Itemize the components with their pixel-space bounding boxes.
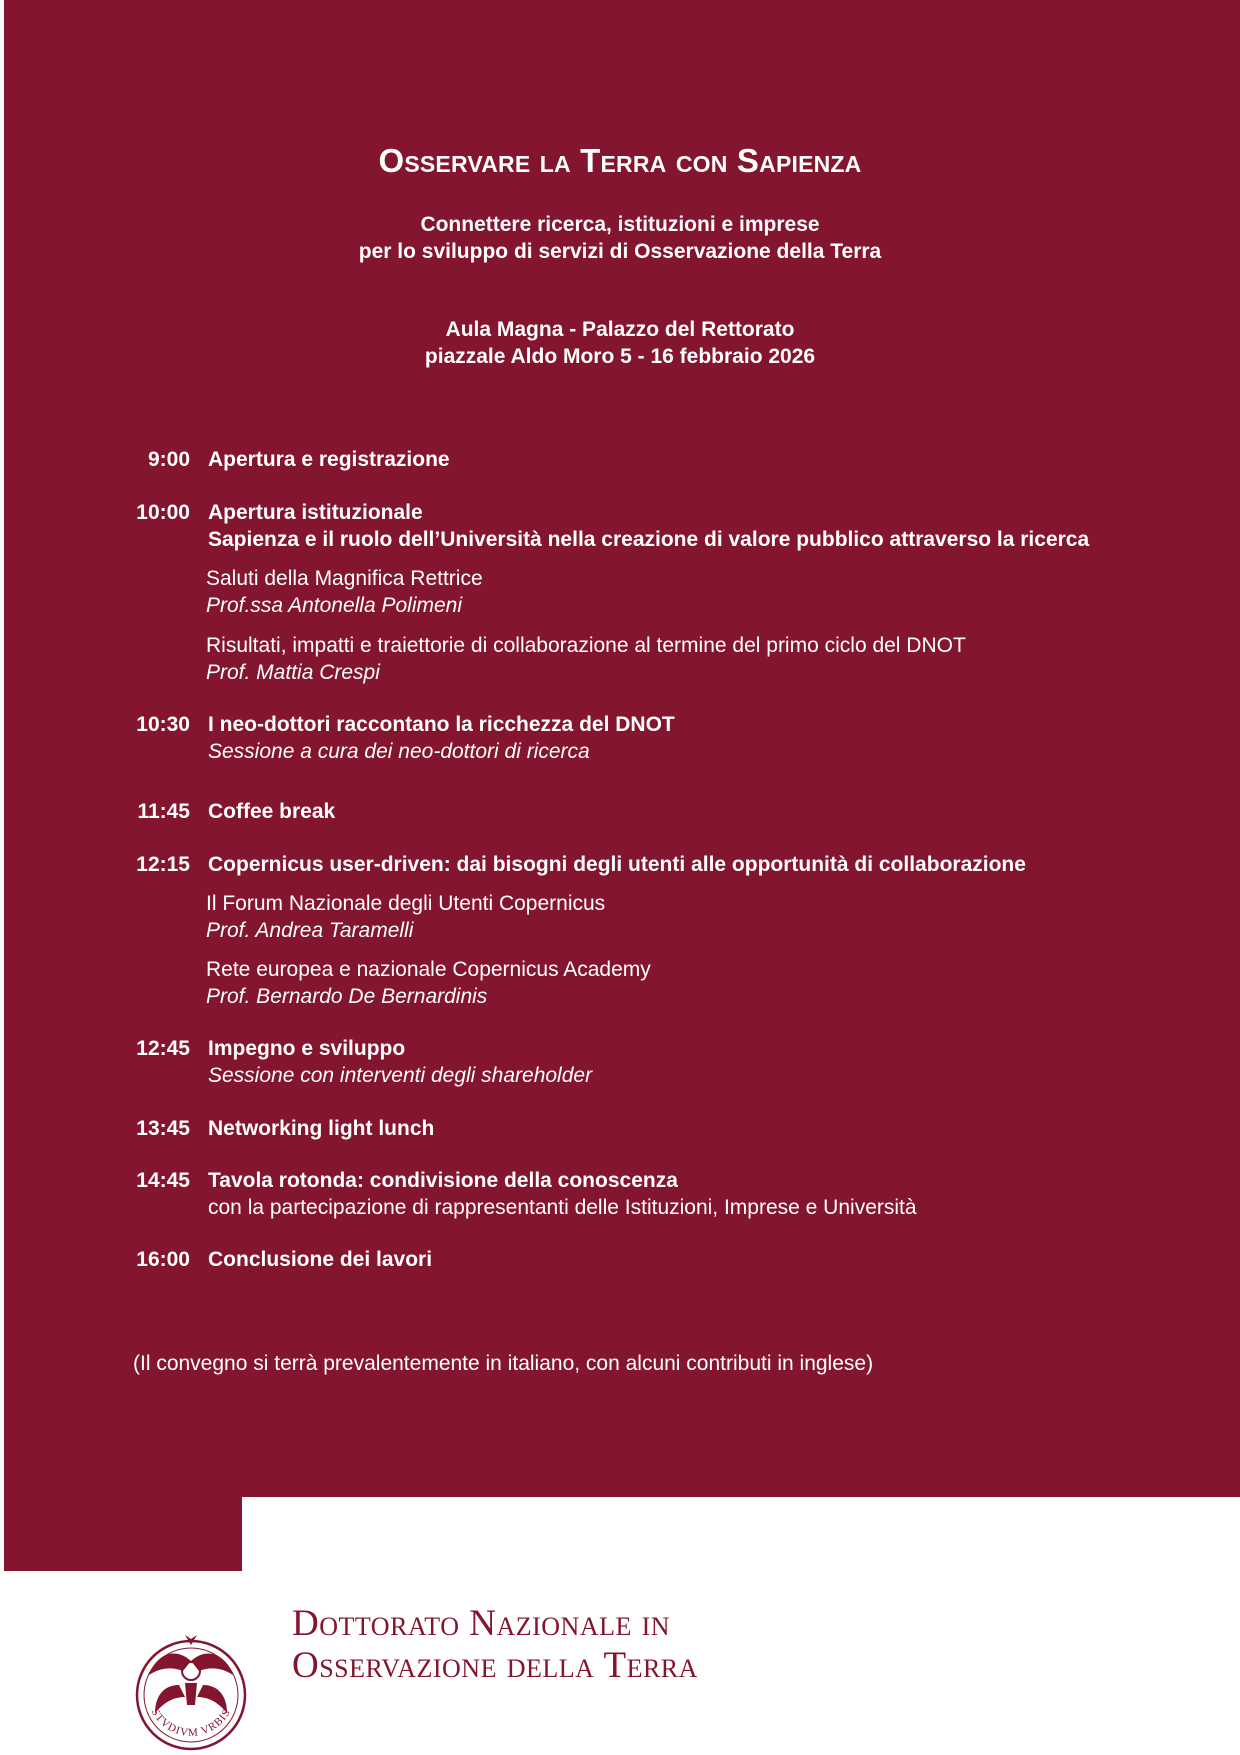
- footer-background: [242, 1497, 1240, 1577]
- talk-title: Saluti della Magnifica Rettrice: [206, 567, 483, 590]
- session-time: 10:30: [136, 713, 190, 736]
- session-title: Coffee break: [208, 800, 336, 823]
- session-title: Apertura istituzionale: [208, 501, 423, 524]
- talk-speaker: Prof. Mattia Crespi: [206, 661, 380, 684]
- session-time: 11:45: [137, 800, 190, 823]
- session-note: Sessione a cura dei neo-dottori di ricerca: [208, 740, 590, 763]
- session-title: I neo-dottori raccontano la ricchezza del DNOT: [208, 713, 675, 736]
- doctorate-name-line: Osservazione della Terra: [292, 1645, 698, 1686]
- doctorate-name: [292, 1603, 698, 1687]
- session-note: con la partecipazione di rappresentanti delle Istituzioni, Imprese e Università: [208, 1196, 917, 1219]
- talk-speaker: Prof. Bernardo De Bernardinis: [206, 985, 488, 1008]
- session-title: Networking light lunch: [208, 1117, 435, 1140]
- session-title: Copernicus user-driven: dai bisogni degli utenti alle opportunità di collaborazione: [208, 853, 1026, 876]
- language-note: (Il convegno si terrà prevalentemente in italiano, con alcuni contributi in inglese): [133, 1352, 874, 1375]
- sapienza-seal-logo: [133, 1605, 249, 1755]
- session-time: 12:45: [136, 1037, 190, 1060]
- svg-text:STVDIVM VRBIS: [149, 1707, 234, 1740]
- session-title: Apertura e registrazione: [208, 448, 450, 471]
- session-title: Tavola rotonda: condivisione della conoscenza: [208, 1169, 678, 1192]
- talk-title: Rete europea e nazionale Copernicus Academy: [206, 958, 651, 981]
- session-subtitle: Sapienza e il ruolo dell’Università nella creazione di valore pubblico attraverso la ricerca: [208, 528, 1090, 551]
- session-time: 16:00: [136, 1248, 190, 1271]
- session-note: Sessione con interventi degli shareholder: [208, 1064, 593, 1087]
- subtitle-line: Connettere ricerca, istituzioni e imprese: [420, 213, 820, 236]
- session-title: Conclusione dei lavori: [208, 1248, 433, 1271]
- seal-motto: STVDIVM VRBIS: [148, 1706, 234, 1740]
- doctorate-name-line: Dottorato Nazionale in: [292, 1603, 671, 1644]
- subtitle-line: per lo sviluppo di servizi di Osservazione della Terra: [358, 240, 882, 263]
- session-time: 14:45: [136, 1169, 190, 1192]
- venue-line: Aula Magna - Palazzo del Rettorato: [445, 318, 795, 341]
- event-venue: [0, 316, 1240, 370]
- venue-line: piazzale Aldo Moro 5 - 16 febbraio 2026: [424, 345, 816, 368]
- session-time: 9:00: [147, 448, 190, 471]
- event-title: Osservare la Terra con Sapienza: [378, 142, 862, 179]
- session-title: Impegno e sviluppo: [208, 1037, 406, 1060]
- talk-title: Il Forum Nazionale degli Utenti Copernicus: [206, 892, 606, 915]
- talk-title: Risultati, impatti e traiettorie di collaborazione al termine del primo ciclo del DNOT: [206, 634, 966, 657]
- event-subtitle: [0, 211, 1240, 265]
- session-time: 12:15: [136, 853, 190, 876]
- session-time: 10:00: [136, 501, 190, 524]
- talk-speaker: Prof.ssa Antonella Polimeni: [206, 594, 463, 617]
- talk-speaker: Prof. Andrea Taramelli: [206, 919, 414, 942]
- session-time: 13:45: [136, 1117, 190, 1140]
